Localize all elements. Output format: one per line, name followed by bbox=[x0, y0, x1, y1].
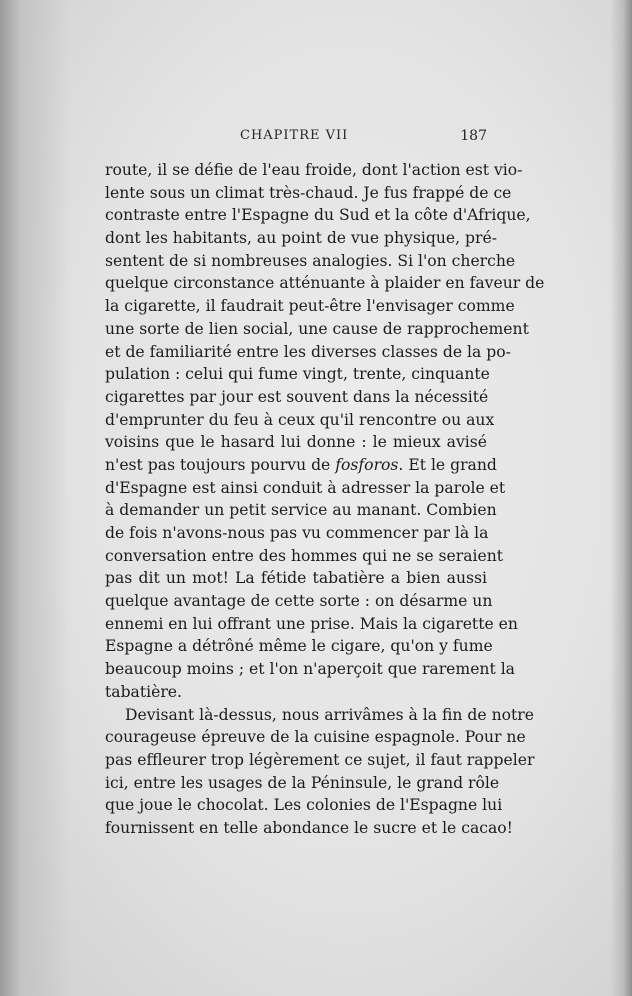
text-line: cigarettes par jour est souvent dans la nécessité bbox=[105, 387, 489, 406]
text-line: contraste entre l'Espagne du Sud et la côte d'Afrique, bbox=[105, 206, 531, 225]
text-line: Espagne a détrôné même le cigare, qu'on y fume bbox=[105, 637, 493, 656]
text-line: pas effleurer trop légèrement ce sujet, il faut rappeler bbox=[105, 750, 535, 769]
text-line: voisins que le hasard lui donne : le mieux avisé bbox=[105, 433, 487, 452]
page-number: 187 bbox=[460, 128, 487, 144]
text-line: route, il se défie de l'eau froide, dont l'action est vio- bbox=[105, 161, 523, 179]
text-line: sentent de si nombreuses analogies. Si l'on cherche bbox=[105, 251, 516, 270]
text-line: fournissent en telle abondance le sucre et le cacao! bbox=[105, 818, 513, 837]
text-line: pulation : celui qui fume vingt, trente, cinquante bbox=[105, 365, 490, 384]
text-line: courageuse épreuve de la cuisine espagnole. Pour ne bbox=[105, 728, 526, 747]
text-line: la cigarette, il faudrait peut-être l'envisager comme bbox=[105, 297, 515, 316]
text-line: ennemi en lui offrant une prise. Mais la cigarette en bbox=[105, 614, 518, 633]
text-segment: n'est pas toujours pourvu de bbox=[105, 455, 336, 474]
text-segment: . Et le grand bbox=[398, 455, 497, 474]
text-line: d'Espagne est ainsi conduit à adresser la parole et bbox=[105, 478, 506, 497]
text-line: Devisant là-dessus, nous arrivâmes à la fin de notre bbox=[125, 705, 534, 724]
italic-term: fosforos bbox=[335, 455, 399, 474]
text-line: dont les habitants, au point de vue physique, pré- bbox=[105, 229, 497, 248]
text-line bbox=[105, 454, 497, 477]
text-line: lente sous un climat très-chaud. Je fus frappé de ce bbox=[105, 183, 512, 202]
text-line: conversation entre des hommes qui ne se seraient bbox=[105, 546, 504, 565]
text-line: pas dit un mot! La fétide tabatière a bien aussi bbox=[105, 569, 487, 588]
text-line: beaucoup moins ; et l'on n'aperçoit que rarement la bbox=[105, 660, 515, 679]
text-line: d'emprunter du feu à ceux qu'il rencontre ou aux bbox=[105, 410, 495, 429]
binding-shadow bbox=[0, 0, 70, 996]
text-line: à demander un petit service au manant. Combien bbox=[105, 501, 497, 520]
text-line: tabatière. bbox=[105, 682, 182, 701]
text-line: quelque circonstance atténuante à plaider en faveur de bbox=[105, 274, 545, 293]
text-line: une sorte de lien social, une cause de rapprochement bbox=[105, 319, 529, 338]
text-line: de fois n'avons-nous pas vu commencer par là la bbox=[105, 524, 489, 542]
text-line: et de familiarité entre les diverses classes de la po- bbox=[105, 342, 511, 361]
body-text bbox=[105, 159, 545, 840]
text-line: que joue le chocolat. Les colonies de l'Espagne lui bbox=[105, 796, 503, 815]
text-line: quelque avantage de cette sorte : on désarme un bbox=[105, 592, 493, 611]
text-line: ici, entre les usages de la Péninsule, le grand rôle bbox=[105, 773, 500, 792]
page-edge-shadow bbox=[610, 0, 632, 996]
running-header bbox=[105, 128, 487, 152]
chapter-title: CHAPITRE VII bbox=[240, 128, 349, 143]
